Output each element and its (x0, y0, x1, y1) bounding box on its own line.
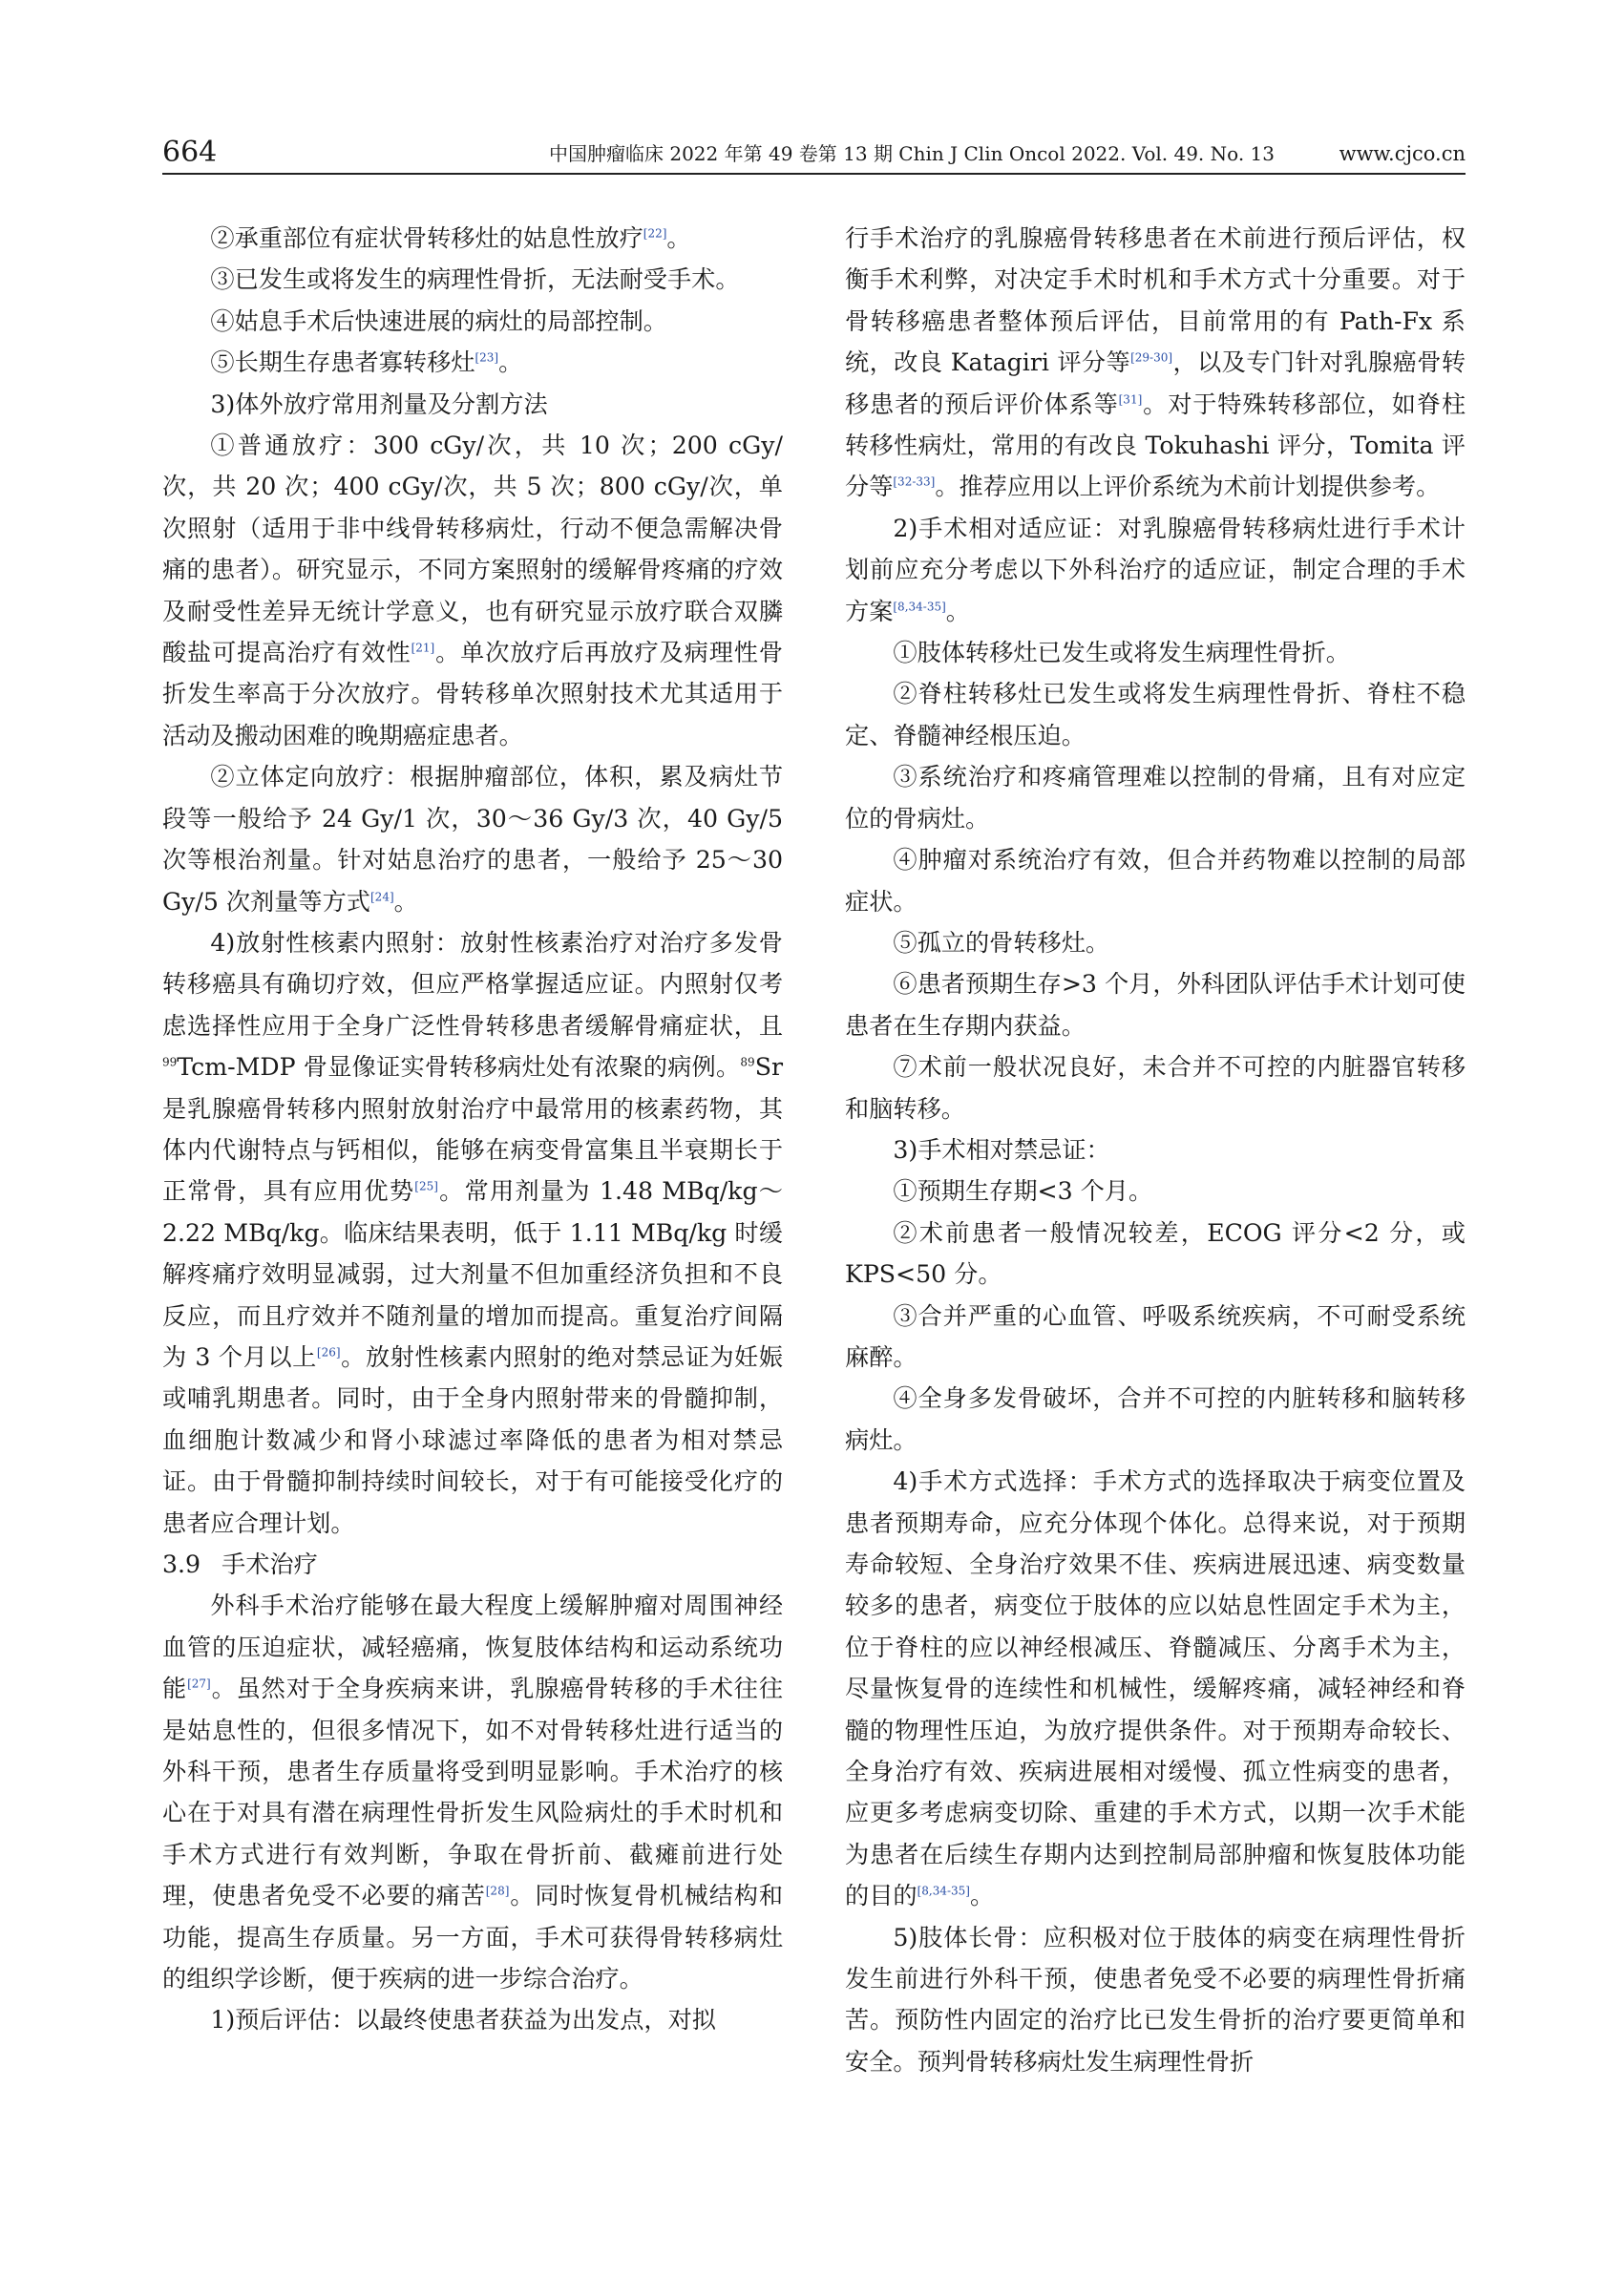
paragraph: ⑥患者预期生存>3 个月，外科团队评估手术计划可使患者在生存期内获益。 (845, 970, 1466, 1040)
paragraph: ①肢体转移灶已发生或将发生病理性骨折。 (893, 639, 1350, 667)
paragraph (162, 1585, 783, 1999)
paragraph-text: 。单次放疗后再放疗及病理性骨折发生率高于分次放疗。骨转移单次照射技术尤其适用于活动及搬动困难的晚期癌症患者。 (162, 639, 784, 749)
paragraph (162, 756, 783, 922)
citation-ref[interactable]: [24] (370, 890, 394, 904)
journal-website[interactable]: www.cjco.cn (1339, 142, 1466, 165)
citation-ref[interactable]: [31] (1118, 392, 1143, 407)
page-number: 664 (162, 136, 218, 169)
paragraph-text: 。 (393, 887, 418, 916)
paragraph: 5)肢体长骨：应积极对位于肢体的病变在病理性骨折发生前进行外科干预，使患者免受不必要的病理性骨折痛苦。预防性内固定的治疗比已发生骨折的治疗要更简单和安全。预判骨转移病灶发生病理性骨折 (845, 1923, 1466, 2076)
citation-ref[interactable]: [23] (475, 350, 499, 365)
citation-ref[interactable]: [22] (643, 226, 667, 241)
paragraph-text: 4)手术方式选择：手术方式的选择取决于病变位置及患者预期寿命，应充分体现个体化。总得来说，对于预期寿命较短、全身治疗效果不佳、疾病进展迅速、病变数量较多的患者，病变位于肢体的应以姑息性固定手术为主，位于脊柱的应以神经根减压、脊髓减压、分离手术为主，尽量恢复骨的连续性和机械性，缓解疼痛，减轻神经和脊髓的物理性压迫，为放疗提供条件。对于预期寿命较长、全身治疗有效、疾病进展相对缓慢、孤立性病变的患者，应更多考虑病变切除、重建的手术方式，以期一次手术能为患者在后续生存期内达到控制局部肿瘤和恢复肢体功能的目的 (845, 1467, 1466, 1910)
paragraph (845, 218, 1466, 508)
running-header (162, 134, 1466, 172)
paragraph: ③已发生或将发生的病理性骨折，无法耐受手术。 (210, 265, 740, 294)
isotope-mass-number: 99 (162, 1055, 178, 1069)
citation-ref[interactable]: [25] (414, 1179, 438, 1193)
section-title: 手术治疗 (221, 1550, 318, 1578)
paragraph: ②脊柱转移灶已发生或将发生病理性骨折、脊柱不稳定、脊髓神经根压迫。 (845, 680, 1466, 749)
citation-ref[interactable]: [27] (187, 1677, 211, 1691)
citation-ref[interactable]: [32-33] (893, 475, 936, 490)
citation-ref[interactable]: [8,34-35] (917, 1884, 970, 1898)
paragraph: ②术前患者一般情况较差，ECOG 评分<2 分，或 KPS<50 分。 (845, 1218, 1466, 1289)
paragraph: ④全身多发骨破坏，合并不可控的内脏转移和脑转移病灶。 (845, 1384, 1466, 1454)
journal-citation: 中国肿瘤临床 2022 年第 49 卷第 13 期 Chin J Clin Oncol 2022. Vol. 49. No. 13 (549, 142, 1275, 165)
subsection-heading: 3)体外放疗常用剂量及分割方法 (210, 390, 548, 418)
paragraph-text: 。 (945, 597, 970, 625)
paragraph-text: 。常用剂量为 1.48 MBq/kg～2.22 MBq/kg。临床结果表明，低于 1.11 MBq/kg 时缓解疼痛疗效明显减弱，过大剂量不但加重经济负担和不良反应，而且疗效并不随剂量的增加而提高。重复治疗间隔为 3 个月以上 (162, 1177, 783, 1371)
paragraph-text: 4)放射性核素内照射：放射性核素治疗对治疗多发骨转移癌具有确切疗效，但应严格掌握适应证。内照射仅考虑选择性应用于全身广泛性骨转移患者缓解骨痛症状，且 (162, 928, 783, 1040)
paragraph-text: Tcm-MDP 骨显像证实骨转移病灶处有浓聚的病例。 (177, 1053, 741, 1082)
paragraph: ⑤孤立的骨转移灶。 (893, 928, 1110, 957)
paragraph: 1)预后评估：以最终使患者获益为出发点，对拟 (210, 2006, 716, 2035)
paragraph (162, 218, 783, 259)
paragraph-text: ，以及专门针对乳腺癌骨转移患者的预后评价体系等 (845, 348, 1466, 418)
paragraph: ①预期生存期<3 个月。 (893, 1177, 1153, 1206)
header-rule (162, 173, 1466, 175)
paragraph-text: 。同时恢复骨机械结构和功能，提高生存质量。另一方面，手术可获得骨转移病灶的组织学诊断，便于疾病的进一步综合治疗。 (162, 1882, 784, 1993)
paragraph (845, 1461, 1466, 1916)
left-column (162, 218, 783, 2041)
subsection-heading: 3)手术相对禁忌证： (893, 1135, 1110, 1164)
paragraph-text: 2)手术相对适应证：对乳腺癌骨转移病灶进行手术计划前应充分考虑以下外科治疗的适应证，制定合理的手术方案 (845, 514, 1466, 625)
paragraph-text: 外科手术治疗能够在最大程度上缓解肿瘤对周围神经血管的压迫症状，减轻癌痛，恢复肢体结构和运动系统功能 (162, 1592, 783, 1703)
paragraph (845, 508, 1466, 632)
citation-ref[interactable]: [21] (411, 641, 435, 655)
paragraph-text: ②承重部位有症状骨转移灶的姑息性放疗 (210, 224, 643, 252)
paragraph-text: 。 (666, 224, 691, 252)
paragraph-text: 。 (969, 1882, 995, 1910)
citation-ref[interactable]: [28] (485, 1884, 510, 1898)
paragraph-text: 。放射性核素内照射的绝对禁忌证为妊娠或哺乳期患者。同时，由于全身内照射带来的骨髓抑制，血细胞计数减少和肾小球滤过率降低的患者为相对禁忌证。由于骨髓抑制持续时间较长，对于有可能接受化疗的患者应合理计划。 (162, 1342, 784, 1537)
paragraph: ③合并严重的心血管、呼吸系统疾病，不可耐受系统麻醉。 (845, 1301, 1466, 1371)
paragraph: ④肿瘤对系统治疗有效，但合并药物难以控制的局部症状。 (845, 846, 1466, 916)
section-number: 3.9 (162, 1550, 201, 1578)
paragraph-text: 。推荐应用以上评价系统为术前计划提供参考。 (935, 473, 1441, 501)
section-heading (162, 1544, 783, 1585)
paragraph (162, 922, 783, 1544)
paragraph-text: ①普通放疗：300 cGy/次，共 10 次；200 cGy/次，共 20 次；400 cGy/次，共 5 次；800 cGy/次，单次照射（适用于非中线骨转移病灶，行动不便急需解决骨痛的患者）。研究显示，不同方案照射的缓解骨疼痛的疗效及耐受性差异无统计学意义，也有研究显示放疗联合双膦酸盐可提高治疗有效性 (162, 432, 783, 667)
citation-ref[interactable]: [8,34-35] (893, 600, 946, 614)
citation-ref[interactable]: [29-30] (1130, 350, 1173, 365)
paragraph (162, 342, 783, 383)
paragraph: ④姑息手术后快速进展的病灶的局部控制。 (210, 306, 667, 335)
paragraph-text: ⑤长期生存患者寡转移灶 (210, 348, 475, 377)
right-column (845, 218, 1466, 2082)
paragraph: ⑦术前一般状况良好，未合并不可控的内脏器官转移和脑转移。 (845, 1053, 1466, 1123)
paragraph: ③系统治疗和疼痛管理难以控制的骨痛，且有对应定位的骨病灶。 (845, 763, 1466, 833)
isotope-mass-number: 89 (740, 1055, 755, 1069)
paragraph-text: ②立体定向放疗：根据肿瘤部位，体积，累及病灶节段等一般给予 24 Gy/1 次，30～36 Gy/3 次，40 Gy/5 次等根治剂量。针对姑息治疗的患者，一般给予 25～30 Gy/5 次剂量等方式 (162, 763, 783, 916)
citation-ref[interactable]: [26] (316, 1345, 341, 1360)
paragraph-text: 行手术治疗的乳腺癌骨转移患者在术前进行预后评估，权衡手术利弊，对决定手术时机和手术方式十分重要。对于骨转移癌患者整体预后评估，目前常用的有 Path-Fx 系统，改良 Katagiri 评分等 (845, 224, 1466, 377)
paragraph (162, 425, 783, 756)
paragraph-text: 。对于特殊转移部位，如脊柱转移性病灶，常用的有改良 Tokuhashi 评分，Tomita 评分等 (845, 390, 1466, 501)
paragraph-text: 。 (498, 348, 523, 377)
paragraph-text: 。虽然对于全身疾病来讲，乳腺癌骨转移的手术往往是姑息性的，但很多情况下，如不对骨转移灶进行适当的外科干预，患者生存质量将受到明显影响。手术治疗的核心在于对具有潜在病理性骨折发生风险病灶的手术时机和手术方式进行有效判断，争取在骨折前、截瘫前进行处理，使患者免受不必要的痛苦 (162, 1675, 784, 1910)
paragraph-text: Sr 是乳腺癌骨转移内照射放射治疗中最常用的核素药物，其体内代谢特点与钙相似，能够在病变骨富集且半衰期长于正常骨，具有应用优势 (162, 1053, 783, 1206)
